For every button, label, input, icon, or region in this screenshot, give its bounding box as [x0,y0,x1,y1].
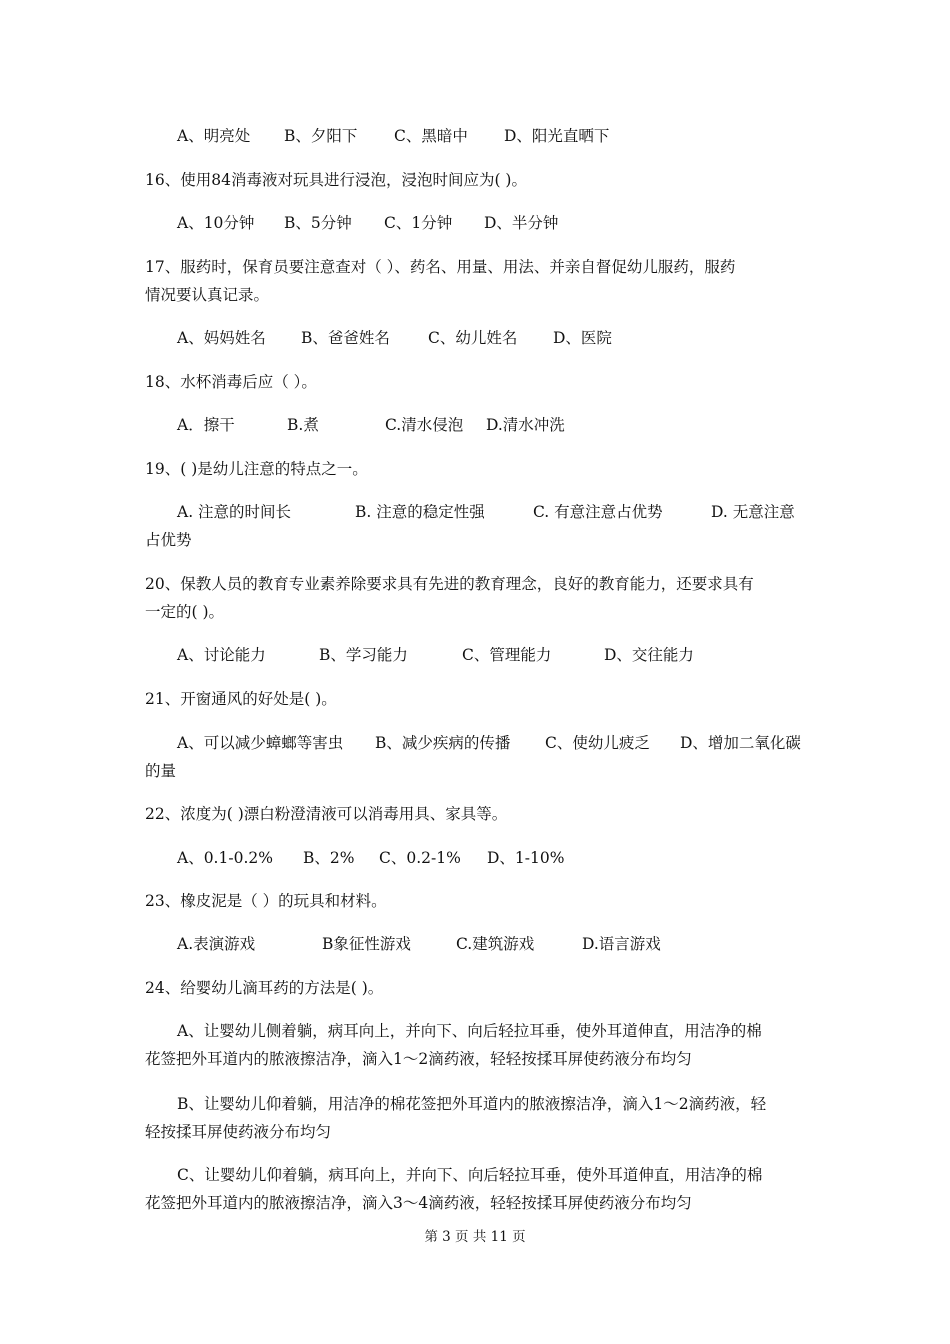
q22-option-b: B、2% [303,849,355,867]
q24-option-a-line1: A、让婴幼儿侧着躺，病耳向上，并向下、向后轻拉耳垂，使外耳道伸直，用洁净的棉 [177,1022,762,1040]
q17-option-d: D、医院 [553,329,612,347]
q21-option-c: C、使幼儿疲乏 [545,734,650,752]
q18-stem: 18、水杯消毒后应（ ）。 [145,373,317,391]
q16-option-d: D、半分钟 [484,214,559,232]
q22-option-c: C、0.2-1% [379,849,461,867]
q20-stem-line2: 一定的( )。 [145,603,225,621]
q21-option-d: D、增加二氧化碳 [680,734,801,752]
q20-stem-line1: 20、保教人员的教育专业素养除要求具有先进的教育理念，良好的教育能力，还要求具有 [145,575,754,593]
q20-option-b: B、学习能力 [319,646,408,664]
q19-option-d-wrap: 占优势 [145,531,192,549]
q22-stem: 22、浓度为( )漂白粉澄清液可以消毒用具、家具等。 [145,805,508,823]
q22-option-a: A、0.1-0.2% [177,849,273,867]
q24-option-c-line2: 花签把外耳道内的脓液擦洁净，滴入3～4滴药液，轻轻按揉耳屏使药液分布均匀 [145,1194,692,1212]
q16-option-b: B、5分钟 [284,214,352,232]
q16-option-a: A、10分钟 [177,214,255,232]
q19-option-a: A. 注意的时间长 [177,503,292,521]
q20-option-a: A、讨论能力 [177,646,266,664]
page-footer: 第 3 页 共 11 页 [424,1229,526,1245]
q19-stem: 19、( )是幼儿注意的特点之一。 [145,460,368,478]
q23-option-b: B象征性游戏 [322,935,411,953]
q21-stem: 21、开窗通风的好处是( )。 [145,690,337,708]
q15-option-a: A、明亮处 [177,127,251,145]
q21-option-d-wrap: 的量 [145,762,177,780]
q16-stem: 16、使用84消毒液对玩具进行浸泡，浸泡时间应为( )。 [145,171,527,189]
q24-option-b-line2: 轻按揉耳屏使药液分布均匀 [145,1123,332,1141]
q24-option-a-line2: 花签把外耳道内的脓液擦洁净，滴入1～2滴药液，轻轻按揉耳屏使药液分布均匀 [145,1050,692,1068]
q18-option-c: C.清水侵泡 [385,416,464,434]
q17-option-a: A、妈妈姓名 [177,329,266,347]
q17-stem-line1: 17、服药时，保育员要注意查对（ ）、药名、用量、用法、并亲自督促幼儿服药，服药 [145,258,736,276]
q23-option-a: A.表演游戏 [177,935,256,953]
q21-option-a: A、可以减少蟑螂等害虫 [177,734,344,752]
q18-option-b: B.煮 [287,416,319,434]
q24-option-c-line1: C、让婴幼儿仰着躺，病耳向上，并向下、向后轻拉耳垂，使外耳道伸直，用洁净的棉 [177,1166,763,1184]
q16-option-c: C、1分钟 [384,214,453,232]
q22-option-d: D、1-10% [487,849,565,867]
q17-option-c: C、幼儿姓名 [428,329,518,347]
q20-option-d: D、交往能力 [604,646,694,664]
q15-option-d: D、阳光直晒下 [504,127,610,145]
q18-option-a: A．擦干 [177,416,235,434]
q24-option-b-line1: B、让婴幼儿仰着躺，用洁净的棉花签把外耳道内的脓液擦洁净，滴入1～2滴药液，轻 [177,1095,767,1113]
q15-option-b: B、夕阳下 [284,127,358,145]
q17-stem-line2: 情况要认真记录。 [145,286,270,304]
q19-option-b: B. 注意的稳定性强 [355,503,485,521]
q19-option-c: C. 有意注意占优势 [533,503,663,521]
q24-stem: 24、给婴幼儿滴耳药的方法是( )。 [145,979,384,997]
q21-option-b: B、减少疾病的传播 [375,734,511,752]
q17-option-b: B、爸爸姓名 [301,329,390,347]
q23-stem: 23、橡皮泥是（ ）的玩具和材料。 [145,892,387,910]
q19-option-d: D. 无意注意 [711,503,795,521]
q23-option-c: C.建筑游戏 [456,935,535,953]
q15-option-c: C、黑暗中 [394,127,468,145]
q20-option-c: C、管理能力 [462,646,552,664]
q18-option-d: D.清水冲洗 [486,416,565,434]
q23-option-d: D.语言游戏 [582,935,661,953]
